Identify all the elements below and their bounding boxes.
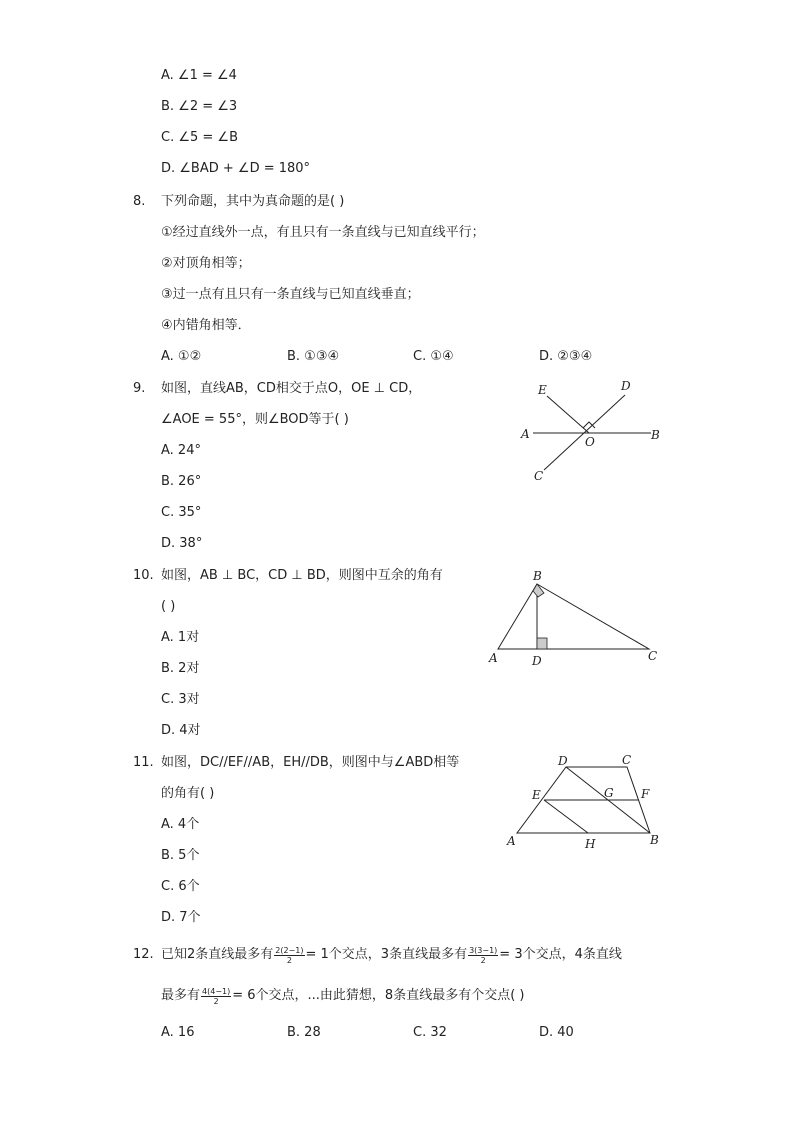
q10-figure [485,565,665,675]
q11-stem-line1: 如图，DC//EF//AB，EH//DB，则图中与∠ABD相等 [161,755,460,770]
label-c: C [648,649,658,663]
right-angle-d [537,638,547,649]
q10-option-d: D. 4对 [161,723,201,738]
segment-eh [544,800,588,833]
q8-statement-4: ④内错角相等． [161,318,251,333]
label-d: D [621,379,631,393]
label-b: B [650,833,659,847]
q7-option-b: B. ∠2 = ∠3 [161,99,238,114]
q9-option-a: A. 24° [161,443,201,458]
label-d: D [532,654,542,668]
q10-option-a: A. 1对 [161,630,200,645]
q9-option-b: B. 26° [161,474,202,489]
fraction-4-lines [201,987,231,1006]
q9-stem-line2: ∠AOE = 55°，则∠BOD等于( ) [161,412,349,427]
q12-line2-part-b: = 6个交点，...由此猜想，8条直线最多有个交点( ) [232,988,525,1003]
fraction-denominator: 2 [480,955,486,965]
label-g: G [604,786,614,800]
fraction-denominator: 2 [213,996,219,1006]
q11-option-b: B. 5个 [161,848,200,863]
q11-stem-line2: 的角有( ) [161,786,215,801]
q11-option-c: C. 6个 [161,879,200,894]
q10-option-b: B. 2对 [161,661,200,676]
q7-option-d: D. ∠BAD + ∠D = 180° [161,161,311,176]
q12-line1-part-b: = 1个交点，3条直线最多有 [305,947,468,962]
q9-option-c: C. 35° [161,505,202,520]
label-d: D [558,754,568,768]
q10-option-c: C. 3对 [161,692,200,707]
q11-figure [500,750,670,855]
label-e: E [538,383,547,397]
q8-number: 8. [133,194,146,209]
q10-stem-line2: ( ) [161,599,176,614]
q12-number: 12. [133,947,154,962]
q12-line2 [161,983,524,1009]
q9-option-d: D. 38° [161,536,203,551]
label-b: B [651,428,660,442]
label-o: O [585,435,595,449]
fraction-denominator: 2 [286,955,292,965]
q11-option-d: D. 7个 [161,910,201,925]
q8-option-d: D. ②③④ [539,349,593,364]
label-c: C [622,753,632,767]
triangle-abc [498,584,649,649]
q9-number: 9. [133,381,146,396]
fraction-numerator: 3(3−1) [469,945,498,955]
q8-stem: 下列命题，其中为真命题的是( ) [161,194,345,209]
right-angle-b [533,584,544,597]
q8-statement-1: ①经过直线外一点，有且只有一条直线与已知直线平行； [161,225,485,240]
ray-oe [547,396,589,433]
q7-option-a: A. ∠1 = ∠4 [161,68,237,83]
fraction-3-lines [468,946,498,965]
q12-line1 [161,942,622,968]
label-h: H [585,837,596,851]
q11-number: 11. [133,755,154,770]
q8-option-a: A. ①② [161,349,202,364]
label-c: C [534,469,544,483]
q12-option-a: A. 16 [161,1025,195,1040]
q9-figure [510,375,670,485]
q12-option-b: B. 28 [287,1025,321,1040]
label-a: A [489,651,498,665]
label-f: F [641,787,650,801]
q8-option-c: C. ①④ [413,349,454,364]
fraction-numerator: 4(4−1) [202,986,231,996]
q7-option-c: C. ∠5 = ∠B [161,130,238,145]
label-e: E [532,788,541,802]
q8-statement-2: ②对顶角相等； [161,256,251,271]
q8-statement-3: ③过一点有且只有一条直线与已知直线垂直； [161,287,420,302]
fraction-numerator: 2(2−1) [275,945,304,955]
q12-line2-part-a: 最多有 [161,988,201,1003]
q12-line1-part-a: 已知2条直线最多有 [161,947,274,962]
label-a: A [507,834,516,848]
fraction-2-lines [274,946,304,965]
q8-option-b: B. ①③④ [287,349,340,364]
q11-option-a: A. 4个 [161,817,200,832]
q12-option-d: D. 40 [539,1025,574,1040]
label-b: B [533,569,542,583]
label-a: A [521,427,530,441]
q9-stem-line1: 如图，直线AB，CD相交于点O，OE ⊥ CD， [161,381,422,396]
q10-stem-line1: 如图，AB ⊥ BC，CD ⊥ BD，则图中互余的角有 [161,568,443,583]
q12-option-c: C. 32 [413,1025,447,1040]
q10-number: 10. [133,568,154,583]
q12-line1-part-c: = 3个交点，4条直线 [499,947,622,962]
